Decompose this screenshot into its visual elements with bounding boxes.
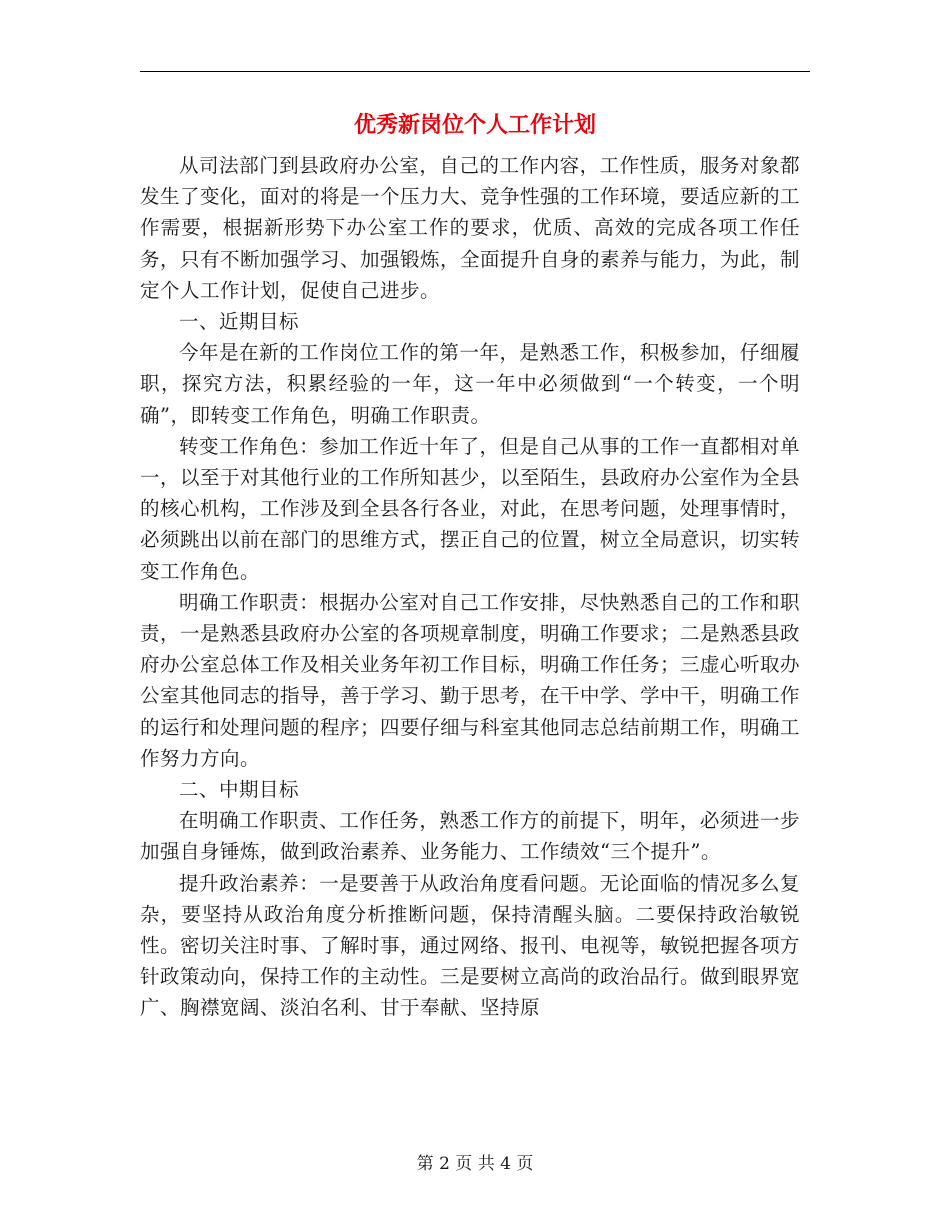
header-rule: [140, 71, 810, 72]
paragraph-short-term: 今年是在新的工作岗位工作的第一年，是熟悉工作，积极参加，仔细履职，探究方法，积累经验的一年，这一年中必须做到“一个转变，一个明确”，即转变工作角色，明确工作职责。: [140, 341, 800, 427]
paragraph-duties: 明确工作职责：根据办公室对自己工作安排，尽快熟悉自己的工作和职责，一是熟悉县政府办公室的各项规章制度，明确工作要求；二是熟悉县政府办公室总体工作及相关业务年初工作目标，明确工作任务；三虚心听取办公室其他同志的指导，善于学习、勤于思考，在干中学、学中干，明确工作的运行和处理问题的程序；四要仔细与科室其他同志总结前期工作，明确工作努力方向。: [140, 590, 801, 770]
paragraph-political: 提升政治素养：一是要善于从政治角度看问题。无论面临的情况多么复杂，要坚持从政治角度分析推断问题，保持清醒头脑。二要保持政治敏锐性。密切关注时事、了解时事，通过网络、报刊、电视等，敏锐把握各项方针政策动向，保持工作的主动性。三是要树立高尚的政治品行。做到眼界宽广、胸襟宽阔、淡泊名利、甘于奉献、坚持原: [140, 871, 801, 1020]
document-title: 优秀新岗位个人工作计划: [353, 113, 596, 138]
page-number-footer: 第 2 页 共 4 页: [416, 1154, 534, 1174]
section-heading-short-term: 一、近期目标: [179, 310, 300, 334]
paragraph-role-change: 转变工作角色：参加工作近十年了，但是自己从事的工作一直都相对单一，以至于对其他行业的工作所知甚少，以至陌生，县政府办公室作为全县的核心机构，工作涉及到全县各行各业，对此，在思考问题，处理事情时，必须跳出以前在部门的思维方式，摆正自己的位置，树立全局意识，切实转变工作角色。: [140, 434, 801, 583]
paragraph-mid-term: 在明确工作职责、工作任务，熟悉工作方的前提下，明年，必须进一步加强自身锤炼，做到政治素养、业务能力、工作绩效“三个提升”。: [140, 809, 800, 864]
section-heading-mid-term: 二、中期目标: [179, 778, 300, 802]
paragraph-intro: 从司法部门到县政府办公室，自己的工作内容，工作性质，服务对象都发生了变化，面对的将是一个压力大、竞争性强的工作环境，要适应新的工作需要，根据新形势下办公室工作的要求，优质、高效的完成各项工作任务，只有不断加强学习、加强锻炼，全面提升自身的素养与能力，为此，制定个人工作计划，促使自己进步。: [140, 154, 801, 302]
document-body: [140, 150, 800, 1024]
